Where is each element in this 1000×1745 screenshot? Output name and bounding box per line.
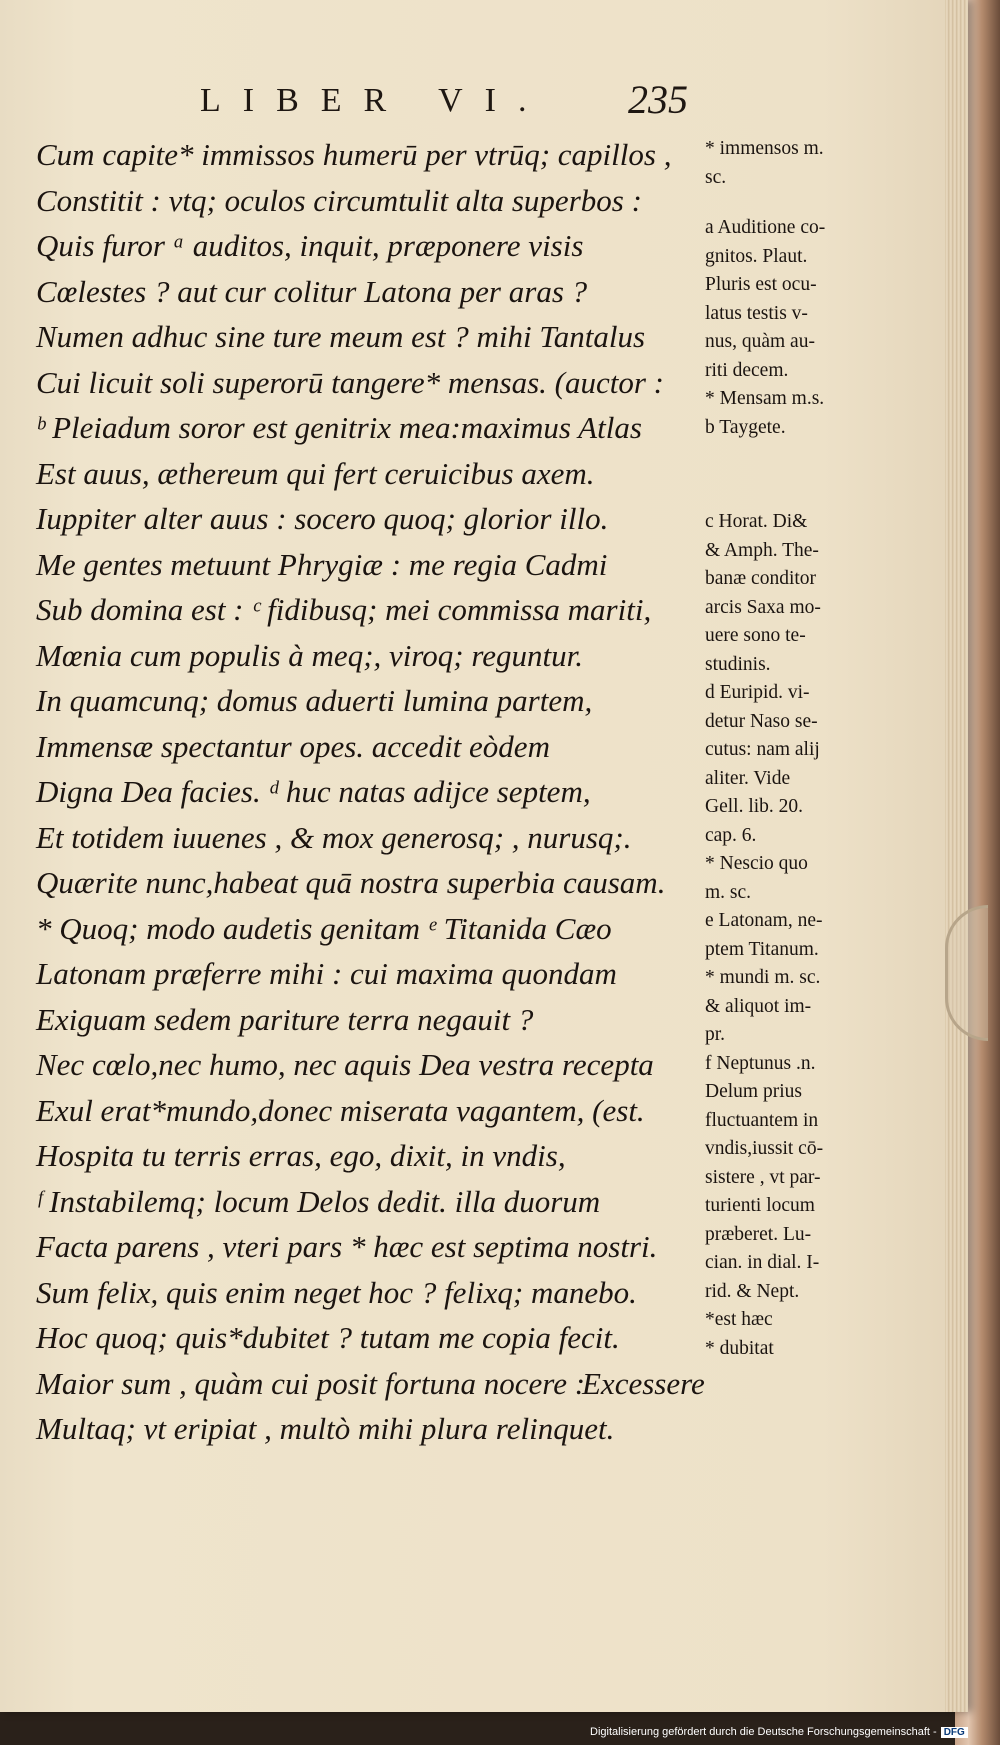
- marginal-note-line: b Taygete.: [705, 416, 786, 438]
- marginal-note-line: [705, 442, 905, 464]
- verse-line: Sub domina est : ᶜ fidibusq; mei commissa mariti,: [36, 592, 652, 627]
- verse-line: In quamcunq; domus aduerti lumina partem,: [36, 683, 593, 718]
- verse-line: Quærite nunc,habeat quā nostra superbia causam.: [36, 865, 666, 900]
- verse-column: [36, 132, 726, 1452]
- marginal-note-line: * dubitat: [705, 1337, 774, 1359]
- marginal-note-line: detur Naso se-: [705, 710, 818, 732]
- verse-line: Me gentes metuunt Phrygiæ : me regia Cadmi: [36, 546, 608, 582]
- verse-line: Facta parens , vteri pars * hæc est septima nostri.: [36, 1229, 658, 1264]
- verse-line: Hoc quoq; quis*dubitet ? tutam me copia fecit.: [36, 1320, 620, 1355]
- marginal-note-line: [705, 192, 905, 214]
- marginal-note-line: cian. in dial. I-: [705, 1252, 820, 1273]
- marginal-note-line: * Nescio quo: [705, 853, 808, 874]
- marginal-note-line: præberet. Lu-: [705, 1223, 812, 1245]
- marginal-note-line: * mundi m. sc.: [705, 967, 821, 988]
- verse-line: Est auus, æthereum qui fert ceruicibus axem.: [36, 455, 595, 491]
- verse-line: * Quoq; modo audetis genitam ᵉ Titanida Cæo: [36, 910, 612, 946]
- verse-line: Cui licuit soli superorū tangere* mensas. (auctor :: [36, 364, 664, 400]
- marginal-note-line: & Amph. The-: [705, 539, 819, 561]
- marginal-note-line: turienti locum: [705, 1195, 815, 1216]
- page-clip: [945, 905, 988, 1041]
- marginal-note-line: ptem Titanum.: [705, 938, 819, 960]
- dfg-logo: DFG: [941, 1727, 968, 1738]
- marginal-note-line: * Mensam m.s.: [705, 388, 825, 409]
- verse-line: Nec cœlo,nec humo, nec aquis Dea vestra recepta: [36, 1047, 654, 1082]
- marginal-note-line: Delum prius: [705, 1081, 802, 1102]
- marginal-note-line: Gell. lib. 20.: [705, 796, 804, 817]
- verse-line: Cœlestes ? aut cur colitur Latona per aras ?: [36, 273, 588, 309]
- marginal-note-line: sistere , vt par-: [705, 1166, 821, 1188]
- marginal-note-line: vndis,iussit cō-: [705, 1138, 824, 1159]
- marginal-note-line: uere sono te-: [705, 625, 806, 646]
- marginal-note-line: gnitos. Plaut.: [705, 245, 808, 267]
- marginal-note-line: pr.: [705, 1024, 726, 1045]
- page-edge-stack: [945, 0, 967, 1712]
- verse-line: Et totidem iuuenes , & mox generosq; , nurusq;.: [36, 819, 632, 855]
- marginal-note-line: [705, 486, 905, 508]
- digitization-credit: [590, 1726, 965, 1744]
- verse-line: Mœnia cum populis à meq;, viroq; reguntur.: [36, 637, 584, 673]
- verse-line: Immensæ spectantur opes. accedit eòdem: [36, 728, 550, 764]
- running-head: LIBER VI.: [200, 82, 549, 119]
- marginal-note-line: rid. & Nept.: [705, 1280, 800, 1302]
- verse-line: Hospita tu terris erras, ego, dixit, in vndis,: [36, 1138, 566, 1173]
- verse-line: Quis furor ᵃ auditos, inquit, præponere visis: [36, 228, 584, 263]
- marginal-note-line: cutus: nam alij: [705, 739, 820, 760]
- verse-line: Latonam præferre mihi : cui maxima quondam: [36, 956, 617, 991]
- marginal-note-line: *est hæc: [705, 1309, 773, 1330]
- marginal-note-line: studinis.: [705, 653, 771, 675]
- verse-line: Iuppiter alter auus : socero quoq; glorior illo.: [36, 501, 609, 536]
- verse-line: Constitit : vtq; oculos circumtulit alta superbos :: [36, 182, 642, 218]
- marginal-note-line: f Neptunus .n.: [705, 1052, 816, 1074]
- marginal-note-line: nus, quàm au-: [705, 331, 815, 352]
- marginal-note-line: latus testis v-: [705, 302, 808, 324]
- marginal-note-line: c Horat. Di&: [705, 511, 808, 532]
- marginal-note-line: arcis Saxa mo-: [705, 596, 821, 618]
- verse-line: Multaq; vt eripiat , multò mihi plura relinquet.: [36, 1411, 615, 1446]
- marginal-note-line: aliter. Vide: [705, 767, 791, 789]
- marginal-note-line: e Latonam, ne-: [705, 910, 823, 931]
- marginal-note-line: riti decem.: [705, 359, 789, 381]
- verse-line: Cum capite* immissos humerū per vtrūq; capillos ,: [36, 137, 672, 172]
- verse-line: Exiguam sedem pariture terra negauit ?: [36, 1001, 534, 1037]
- catchword: Excessere: [582, 1366, 705, 1401]
- marginal-note-line: cap. 6.: [705, 824, 757, 846]
- credit-text: Digitalisierung gefördert durch die Deutsche Forschungsgemeinschaft -: [590, 1726, 937, 1738]
- verse-line: ᵇ Pleiadum soror est genitrix mea:maximus Atlas: [36, 410, 642, 445]
- verse-line: Numen adhuc sine ture meum est ? mihi Tantalus: [36, 319, 646, 354]
- verse-line: Maior sum , quàm cui posit fortuna nocere :: [36, 1365, 586, 1401]
- page-number: 235: [628, 77, 688, 122]
- marginal-notes: [705, 135, 905, 1363]
- marginal-note-line: fluctuantem in: [705, 1109, 819, 1131]
- marginal-note-line: banæ conditor: [705, 568, 817, 589]
- marginal-note-line: * immensos m.: [705, 138, 824, 159]
- verse-line: Digna Dea facies. ᵈ huc natas adijce septem,: [36, 774, 591, 809]
- marginal-note-line: d Euripid. vi-: [705, 682, 810, 703]
- marginal-note-line: sc.: [705, 166, 727, 188]
- verse-line: Exul erat*mundo,donec miserata vagantem, (est.: [36, 1092, 645, 1128]
- verse-line: Sum felix, quis enim neget hoc ? felixq; manebo.: [36, 1274, 637, 1310]
- marginal-note-line: [705, 464, 905, 486]
- marginal-note-line: a Auditione co-: [705, 217, 826, 238]
- marginal-note-line: m. sc.: [705, 881, 752, 903]
- marginal-note-line: Pluris est ocu-: [705, 274, 817, 295]
- marginal-note-line: & aliquot im-: [705, 995, 812, 1017]
- verse-line: ᶠ Instabilemq; locum Delos dedit. illa duorum: [36, 1183, 601, 1219]
